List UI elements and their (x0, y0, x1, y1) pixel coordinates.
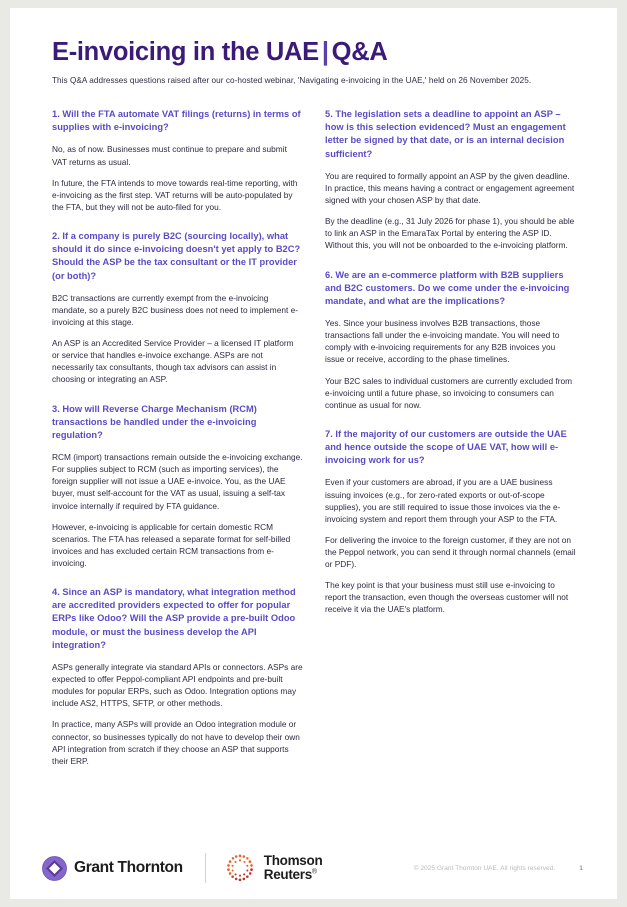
grant-thornton-logo (42, 856, 183, 881)
page-title-suffix: Q&A (331, 38, 388, 66)
qa-question: 2. If a company is purely B2C (sourcing locally), what should it do since e-invoicing doesn't yet apply to B2C? Should the ASP be the tax consultant or the IT provider (or both)? (52, 231, 301, 281)
qa-block (325, 269, 576, 411)
qa-answer: Yes. Since your business involves B2B transactions, those transactions fall under the e-invoicing mandate. You will need to comply with e-invoicing requirements for any B2B invoices you issue or receive, according to the phase timelines. (325, 318, 560, 365)
page-title-main: E-invoicing in the UAE (52, 38, 319, 66)
qa-answer: In future, the FTA intends to move towards real-time reporting, with e-invoicing as the first step. VAT returns will be auto-populated by the FTA, but they will not be auto-filed for you. (52, 177, 298, 212)
qa-answer: ASPs generally integrate via standard APIs or connectors. ASPs are expected to offer Peppol-compliant API endpoints and pre-built modules for popular ERPs, such as Odoo. Integration options may include AS2, HTTPS, SFTP, or other methods. (52, 662, 303, 709)
qa-answer: An ASP is an Accredited Service Provider – a licensed IT platform or service that handles e-invoice exchange. ASPs are not necessarily tax consultants, though tax advisors can assist in choosing or integrating an ASP. (52, 338, 294, 385)
qa-question: 6. We are an e-commerce platform with B2B suppliers and B2C customers. Do we come under the e-invoicing mandate, and what are the implications? (325, 269, 570, 306)
qa-answer: No, as of now. Businesses must continue to prepare and submit VAT returns as usual. (52, 144, 287, 167)
copyright-text: © 2025 Grant Thornton UAE. All rights reserved. (413, 864, 556, 872)
content-columns (10, 86, 617, 784)
qa-block (325, 428, 576, 616)
qa-answer: RCM (import) transactions remain outside the e-invoicing exchange. For supplies subject to RCM (such as importing services), the foreign supplier will not issue a UAE e-invoice. You, as the UAE buyer, must self-account for the VAT as usual, issuing a self-tax invoice internally if required by FTA guidance. (52, 452, 303, 511)
qa-answer: The key point is that your business must still use e-invoicing to report the transaction, even though the overseas customer will not receive it via the UAE's platform. (325, 580, 569, 615)
qa-block (52, 586, 303, 767)
qa-answer: Your B2C sales to individual customers are currently excluded from e-invoicing until a future phase, so invoicing to consumers can continue as usual for now. (325, 375, 573, 410)
qa-question: 5. The legislation sets a deadline to appoint an ASP – how is this selection evidenced? Must an engagement letter be signed by that date, or is an internal decision sufficient? (325, 109, 566, 159)
document-header (10, 8, 617, 86)
footer-logos (42, 852, 322, 884)
footer-logo-divider (205, 853, 206, 883)
document-footer (10, 837, 617, 899)
thomson-reuters-mark-icon (224, 852, 256, 884)
page-subtitle: This Q&A addresses questions raised after our co-hosted webinar, 'Navigating e-invoicing in the UAE,' held on 26 November 2025. (52, 76, 532, 86)
thomson-reuters-label-line1: Thomson (263, 852, 323, 868)
document-page (10, 8, 617, 899)
qa-answer: Even if your customers are abroad, if you are a UAE business issuing invoices (e.g., for zero-rated exports or out-of-scope supplies), you are still required to issue those invoices via the e-invoicing system and report them through your ASP to the FTA. (325, 477, 561, 524)
qa-answer: For delivering the invoice to the foreign customer, if they are not on the Peppol network, you can send it through normal channels (email or PDF). (325, 534, 576, 570)
column-left (52, 108, 303, 784)
qa-block (52, 403, 303, 570)
qa-block (325, 108, 576, 251)
qa-answer: B2C transactions are currently exempt from the e-invoicing mandate, so a purely B2C business does not need to implement e-invoicing at this stage. (52, 292, 298, 327)
qa-answer: In practice, many ASPs will provide an Odoo integration module or connector, so businesses typically do not have to develop their own API integration from scratch if they choose an ASP that supports their ERP. (52, 719, 300, 766)
qa-question: 1. Will the FTA automate VAT filings (returns) in terms of supplies with e-invoicing? (52, 109, 301, 133)
qa-question: 7. If the majority of our customers are outside the UAE and hence outside the scope of UAE VAT, how will e-invoicing work for us? (325, 428, 567, 466)
grant-thornton-mark-icon (42, 856, 67, 881)
column-right (325, 108, 576, 784)
thomson-reuters-label-line2: Reuters (263, 867, 312, 882)
thomson-reuters-label (264, 854, 323, 883)
thomson-reuters-trademark: ® (311, 868, 317, 876)
page-title (52, 38, 575, 66)
qa-answer: By the deadline (e.g., 31 July 2026 for phase 1), you should be able to link an ASP in the EmaraTax Portal by entering the ASP ID. Without this, you will not be onboarded to the e-invoicing platform. (325, 216, 575, 251)
qa-question: 3. How will Reverse Charge Mechanism (RCM) transactions be handled under the e-invoicing regulation? (52, 403, 257, 440)
thomson-reuters-logo (224, 852, 323, 884)
grant-thornton-label: Grant Thornton (74, 859, 183, 876)
qa-question: 4. Since an ASP is mandatory, what integration method are accredited providers expected to offer for popular ERPs like Odoo? Will the ASP provide a pre-built Odoo module, or must the business develop the API integration? (52, 587, 296, 650)
footer-meta (414, 865, 583, 872)
page-number: 1 (579, 864, 583, 872)
qa-block (52, 108, 303, 213)
page-title-separator: | (321, 38, 329, 66)
qa-answer: However, e-invoicing is applicable for certain domestic RCM scenarios. The FTA has released a separate format for self-billed invoices and has excluded certain RCM transactions from e-invoicing. (52, 521, 291, 568)
qa-answer: You are required to formally appoint an ASP by the given deadline. In practice, this means having a contract or engagement agreement signed with your chosen ASP by that date. (325, 170, 575, 206)
qa-block (52, 230, 303, 386)
